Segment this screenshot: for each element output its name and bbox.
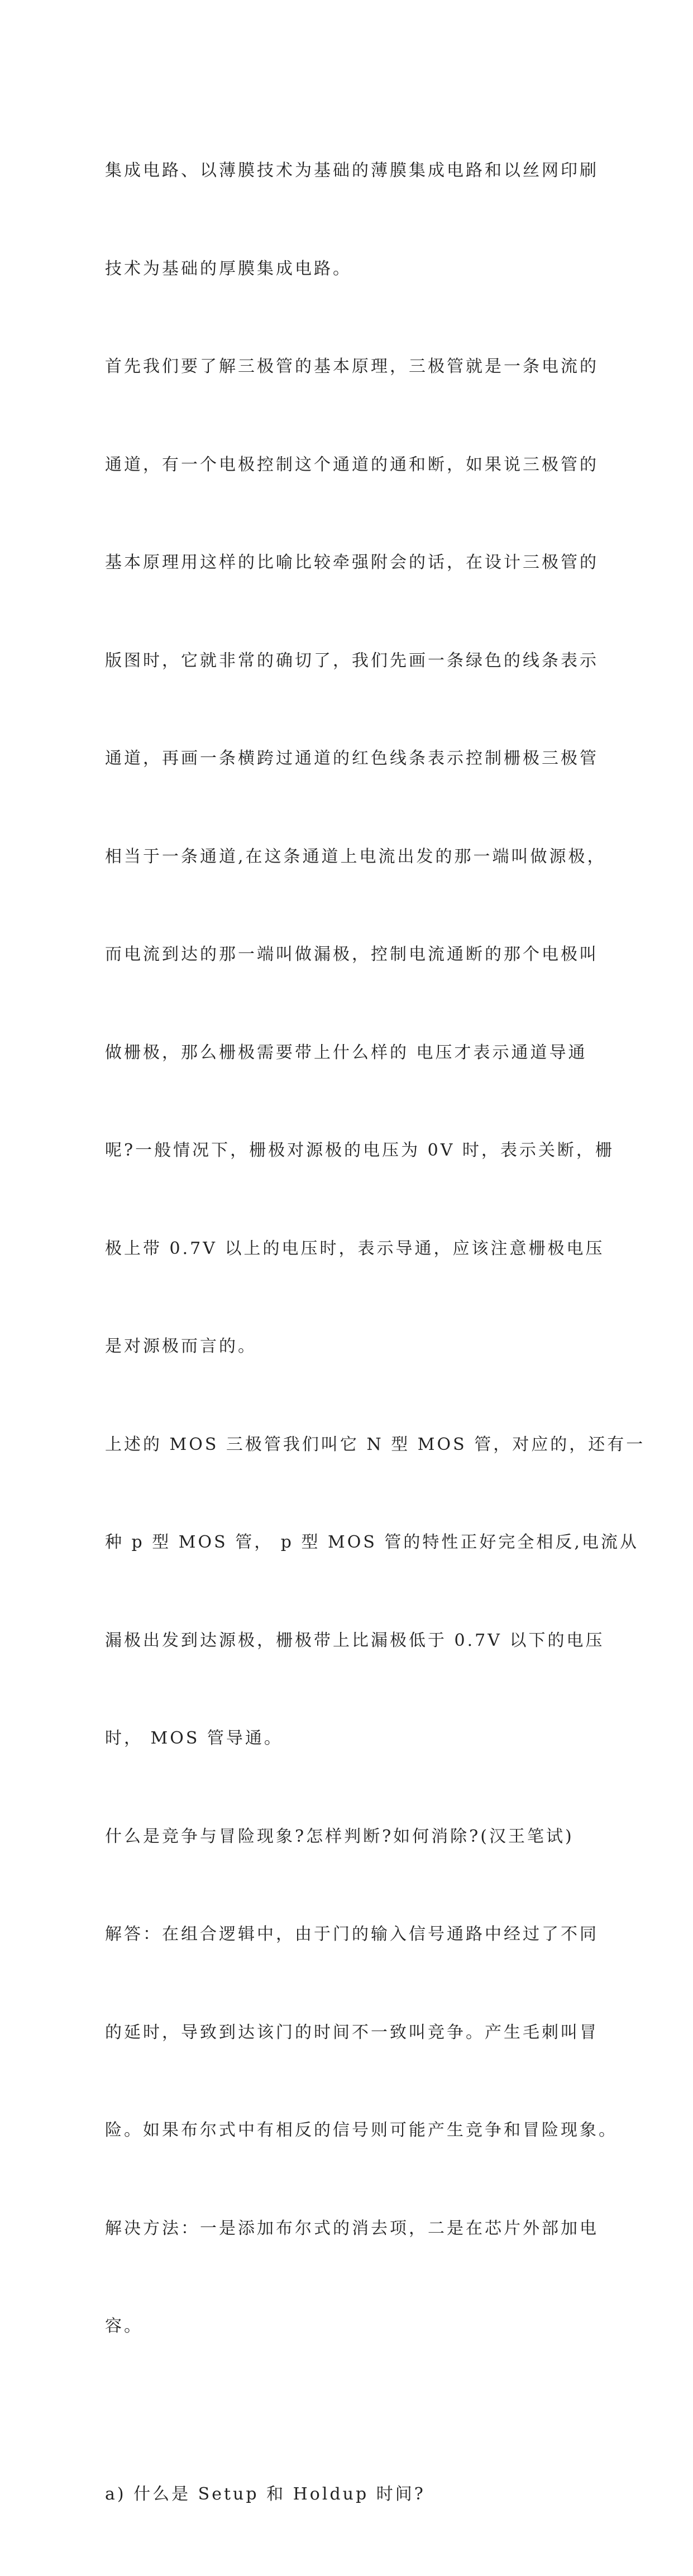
spacer [105,2409,591,2413]
text-line: 容。 [105,2316,143,2336]
body-text [105,89,646,2576]
text-line: 首先我们要了解三极管的基本原理，三极管就是一条电流的 [105,357,599,376]
text-line: 时， MOS 管导通。 [105,1728,283,1748]
text-line: 极上带 0.7V 以上的电压时，表示导通，应该注意栅极电压 [105,1238,605,1258]
text-line: 险。如果布尔式中有相反的信号则可能产生竞争和冒险现象。 [105,2120,618,2140]
text-line: 解答：在组合逻辑中，由于门的输入信号通路中经过了不同 [105,1924,599,1944]
text-line: 版图时，它就非常的确切了，我们先画一条绿色的线条表示 [105,650,599,671]
text-line: 基本原理用这样的比喻比较牵强附会的话，在设计三极管的 [105,553,599,572]
text-line: 集成电路、以薄膜技术为基础的薄膜集成电路和以丝网印刷 [105,161,599,180]
text-line: 什么是竞争与冒险现象?怎样判断?如何消除?(汉王笔试) [105,1826,574,1846]
text-line: 漏极出发到达源极，栅极带上比漏极低于 0.7V 以下的电压 [105,1630,605,1650]
text-line: 的延时，导致到达该门的时间不一致叫竞争。产生毛刺叫冒 [105,2022,599,2042]
text-line: 种 p 型 MOS 管， p 型 MOS 管的特性正好完全相反,电流从 [105,1533,639,1552]
question-line: a) 什么是 Setup 和 Holdup 时间? [105,2484,426,2504]
text-line: 是对源极而言的。 [105,1337,257,1356]
text-line: 做栅极，那么栅极需要带上什么样的 电压才表示通道导通 [105,1042,587,1062]
text-line: 相当于一条通道,在这条通道上电流出发的那一端叫做源极， [105,846,606,866]
text-line: 通道，有一个电极控制这个通道的通和断，如果说三极管的 [105,454,599,475]
text-line: 技术为基础的厚膜集成电路。 [105,258,352,279]
text-line: 通道，再画一条横跨过通道的红色线条表示控制栅极三极管 [105,749,599,768]
text-line: 而电流到达的那一端叫做漏极，控制电流通断的那个电极叫 [105,945,599,964]
text-line: 呢?一般情况下，栅极对源极的电压为 0V 时，表示关断，栅 [105,1141,614,1160]
text-line: 解决方法：一是添加布尔式的消去项，二是在芯片外部加电 [105,2218,599,2238]
text-line: 上述的 MOS 三极管我们叫它 N 型 MOS 管，对应的，还有一 [105,1434,646,1454]
